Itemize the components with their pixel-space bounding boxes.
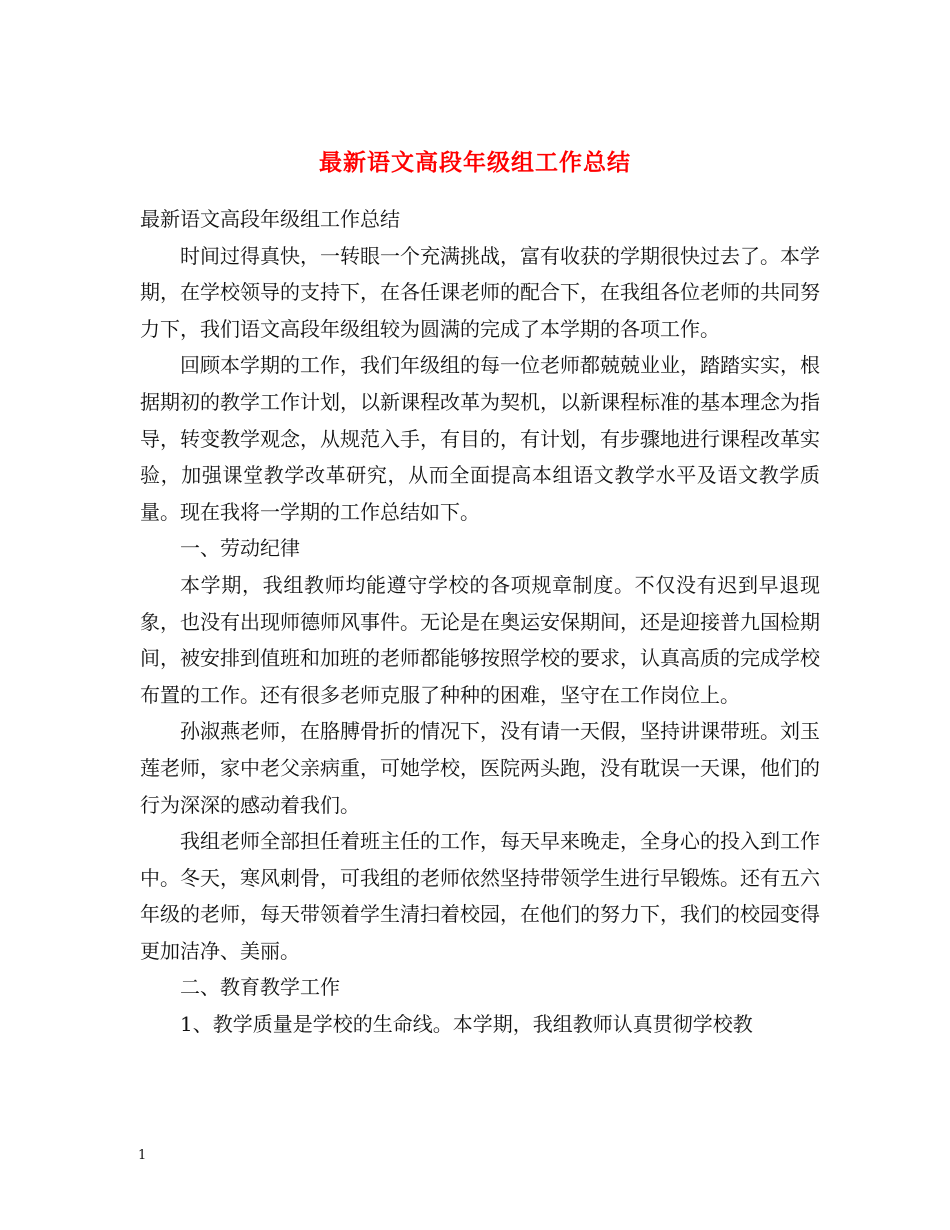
section-heading-labor-discipline: 一、劳动纪律 — [180, 536, 300, 561]
paragraph-teachers-example: 孙淑燕老师，在胳膊骨折的情况下，没有请一天假，坚持讲课带班。刘玉莲老师，家中老父亲病重，可她学校，医院两头跑，没有耽误一天课，他们的行为深深的感动着我们。 — [140, 719, 820, 817]
paragraph-review: 回顾本学期的工作，我们年级组的每一位老师都兢兢业业，踏踏实实，根据期初的教学工作计划，以新课程改革为契机，以新课程标准的基本理念为指导，转变教学观念，从规范入手，有目的，有计划，有步骤地进行课程改革实验，加强课堂教学改革研究，从而全面提高本组语文教学水平及语文教学质量。现在我将一学期的工作总结如下。 — [140, 353, 820, 524]
page-number: 1 — [138, 1148, 147, 1163]
document-title: 最新语文高段年级组工作总结 — [319, 149, 631, 177]
paragraph-intro: 时间过得真快，一转眼一个充满挑战，富有收获的学期很快过去了。本学期，在学校领导的支持下，在各任课老师的配合下，在我组各位老师的共同努力下，我们语文高段年级组较为圆满的完成了本学期的各项工作。 — [140, 243, 820, 341]
paragraph-teaching-quality: 1、教学质量是学校的生命线。本学期，我组教师认真贯彻学校教 — [180, 1012, 753, 1037]
section-heading-teaching-work: 二、教育教学工作 — [180, 975, 340, 1000]
paragraph-discipline: 本学期，我组教师均能遵守学校的各项规章制度。不仅没有迟到早退现象，也没有出现师德师风事件。无论是在奥运安保期间，还是迎接普九国检期间，被安排到值班和加班的老师都能够按照学校的要求，认真高质的完成学校布置的工作。还有很多老师克服了种种的困难，坚守在工作岗位上。 — [140, 572, 820, 707]
body-subtitle: 最新语文高段年级组工作总结 — [140, 207, 400, 231]
paragraph-class-teachers: 我组老师全部担任着班主任的工作，每天早来晚走，全身心的投入到工作中。冬天，寒风刺骨，可我组的老师依然坚持带领学生进行早锻炼。还有五六年级的老师，每天带领着学生清扫着校园，在他们的努力下，我们的校园变得更加洁净、美丽。 — [140, 829, 820, 963]
document-body — [140, 201, 820, 1043]
